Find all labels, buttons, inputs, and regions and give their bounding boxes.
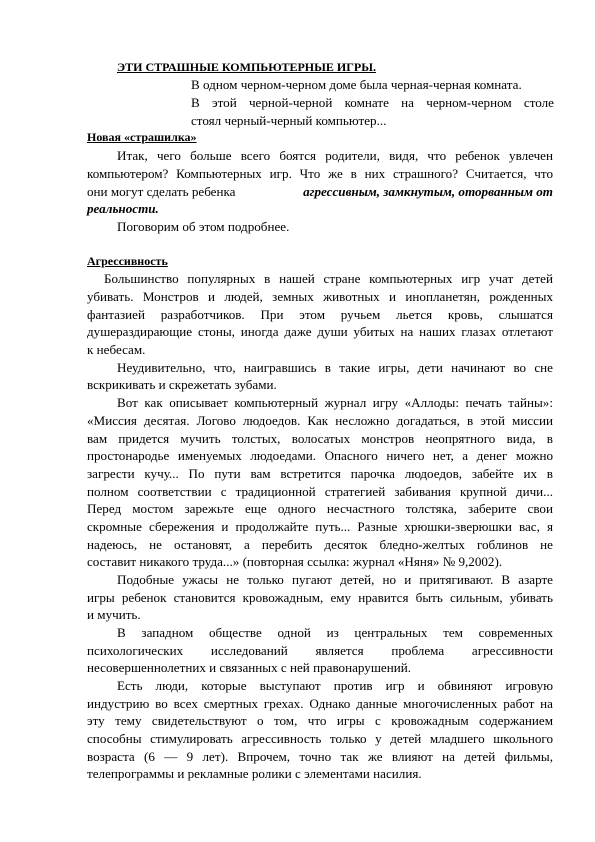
paragraph-line: эту тему свидетельствуют о том, что игры с кровожадным содержанием (87, 713, 553, 728)
paragraph-line: Перед мостом зарежьте еще одного несчастного толстяка, заберите свои (87, 501, 553, 516)
paragraph-line: вам придется мучить толстых, волосатых монстров неопрятного вида, в (87, 431, 553, 446)
paragraph-line: Поговорим об этом подробнее. (117, 219, 290, 234)
paragraph-text: они могут сделать ребенка (87, 184, 236, 199)
paragraph-line: В западном обществе одной из центральных тем современных (117, 625, 553, 640)
document-title: ЭТИ СТРАШНЫЕ КОМПЬЮТЕРНЫЕ ИГРЫ. (117, 60, 376, 74)
paragraph-line: психологических исследований является проблема агрессивности (87, 643, 553, 658)
paragraph-line: надеюсь, не остановят, а перебить десяток бледно-желтых гоблинов не (87, 537, 553, 552)
epigraph-line: стоял черный-черный компьютер... (191, 113, 387, 128)
paragraph-line: составит никакого труда...» (повторная ссылка: журнал «Няня» № 9,2002). (87, 554, 503, 569)
paragraph-line: Неудивительно, что, наигравшись в такие игры, дети начинают во сне (117, 360, 553, 375)
paragraph-line: несовершеннолетних и связанных с ней правонарушений. (87, 660, 412, 675)
paragraph-line: фантазией разработчиков. При этом ручьем льется кровь, слышатся (87, 307, 553, 322)
epigraph-line: В этой черной-черной комнате на черном-черном столе (191, 95, 554, 110)
paragraph-line: убивать. Монстров и людей, земных животных и инопланетян, рожденных (87, 289, 553, 304)
emphasis-text: агрессивным, замкнутым, оторванным от (303, 184, 553, 199)
paragraph-line: телепрограммы и рекламные ролики с элементами насилия. (87, 766, 422, 781)
paragraph-line: Итак, чего больше всего боятся родители, видя, что ребенок увлечен (117, 148, 553, 163)
paragraph-line: Подобные ужасы не только пугают детей, но и притягивают. В азарте (117, 572, 553, 587)
paragraph-line: вскрикивать и скрежетать зубами. (87, 377, 277, 392)
paragraph-line: Большинство популярных в нашей стране компьютерных игр учат детей (104, 271, 553, 286)
section-heading-new-horror: Новая «страшилка» (87, 130, 197, 144)
paragraph-line: скромные сбережения и продолжайте путь... Разные хрюшки-зверюшки вас, я (87, 519, 553, 534)
emphasis-text: реальности. (87, 201, 159, 216)
paragraph-line: полном соответствии с традиционной стратегией забивания крупной дичи... (87, 484, 553, 499)
paragraph-line: загрести кучу... По пути вам встретится парочка людоедов, забейте их в (87, 466, 553, 481)
paragraph-line-mixed (87, 183, 553, 200)
paragraph-line: индустрию во всех смертных грехах. Однако данные многочисленных работ на (87, 696, 553, 711)
paragraph-line: возраста (6 — 9 лет). Впрочем, точно так же влияют на детей фильмы, (87, 749, 553, 764)
paragraph-line: и мучить. (87, 607, 141, 622)
paragraph-line: способны стимулировать агрессивность только у детей младшего школьного (87, 731, 553, 746)
paragraph-line: компьютером? Компьютерных игр. Что же в них страшного? Считается, что (87, 166, 553, 181)
paragraph-line: простонародье именуемых людоедами. Опасного ничего нет, а денег можно (87, 448, 553, 463)
section-heading-aggression: Агрессивность (87, 254, 168, 268)
paragraph-line: игры ребенок становится кровожадным, ему нравится быть сильным, убивать (87, 590, 553, 605)
paragraph-line: Есть люди, которые выступают против игр и обвиняют игровую (117, 678, 553, 693)
paragraph-line: Вот как описывает компьютерный журнал игру «Аллоды: печать тайны»: (117, 395, 553, 410)
epigraph-line: В одном черном-черном доме была черная-черная комната. (191, 77, 522, 92)
paragraph-line: к небесам. (87, 342, 146, 357)
paragraph-line: «Миссия десятая. Логово людоедов. Как несложно догадаться, в этой миссии (87, 413, 553, 428)
paragraph-line: душераздирающие стоны, иногда даже души убитых на наших глазах отлетают (87, 324, 553, 339)
